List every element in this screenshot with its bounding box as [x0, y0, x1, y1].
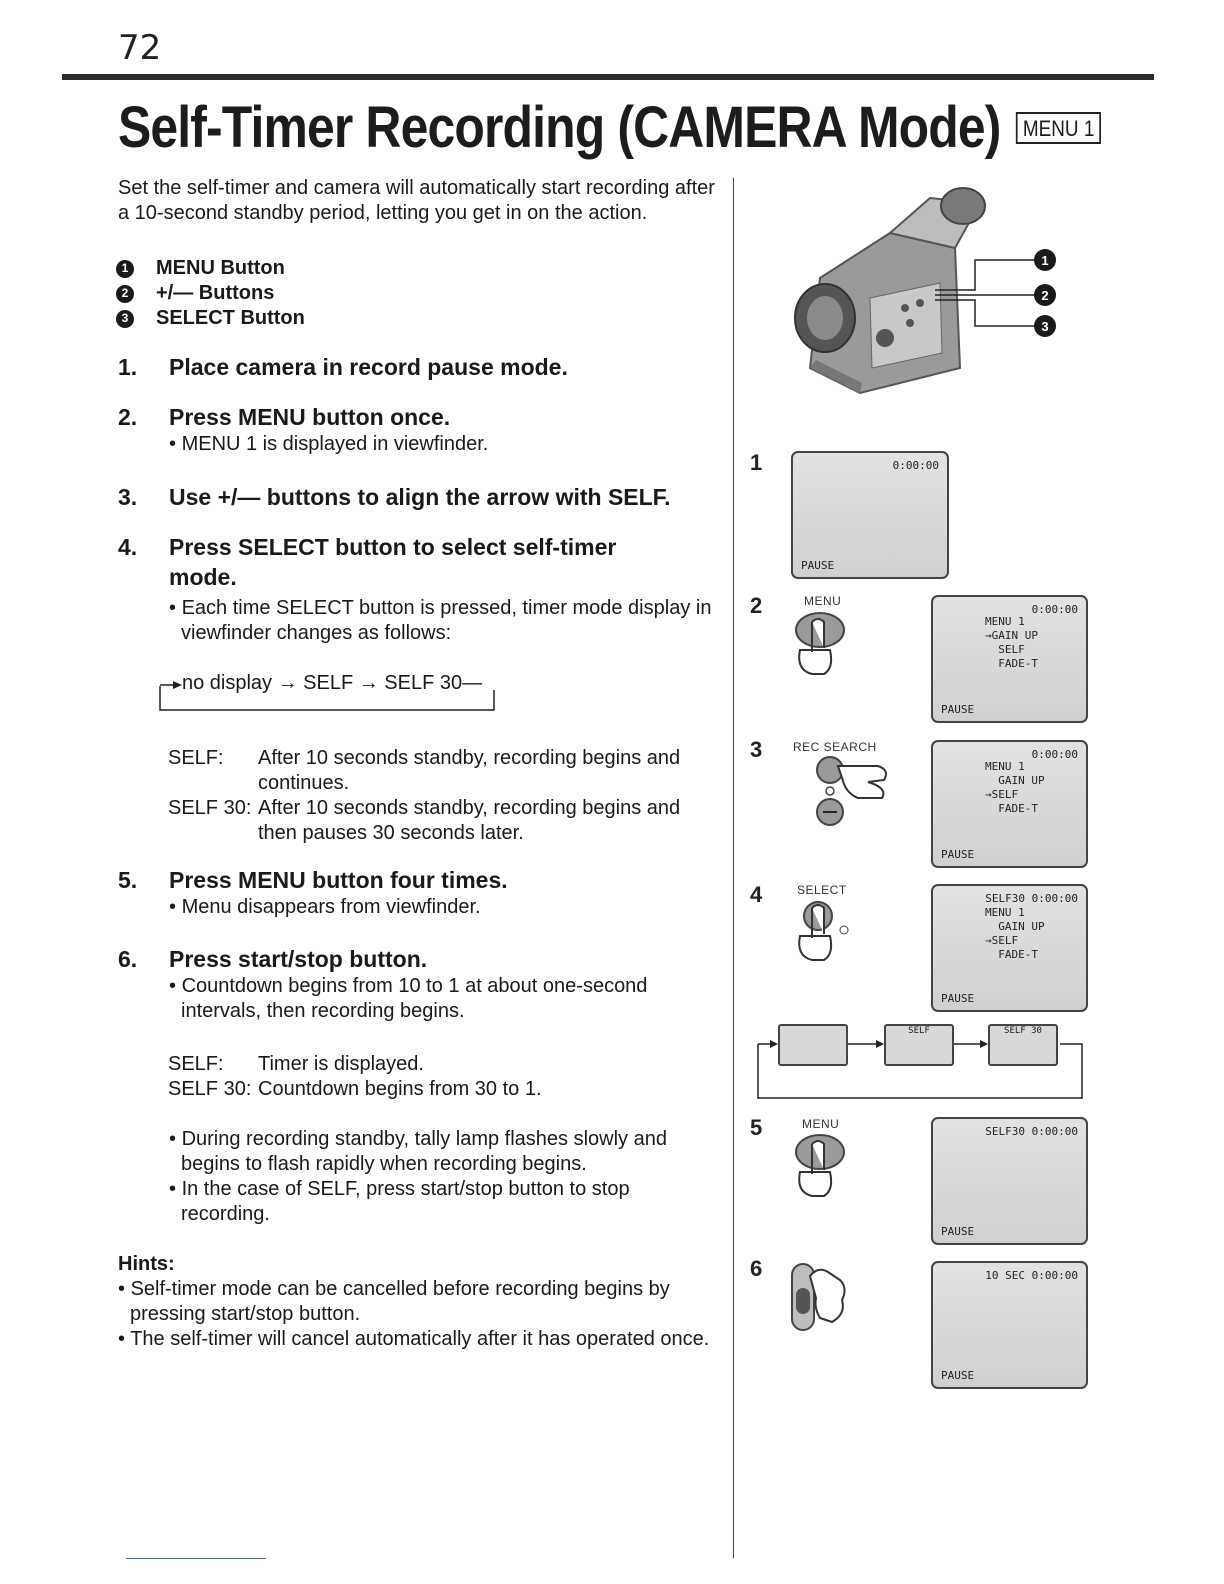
- extra-notes: [118, 1127, 718, 1227]
- step-4: [118, 532, 718, 646]
- intro-paragraph: Set the self-timer and camera will automatically start recording after a 10-second standby period, letting you get in on the action.: [118, 177, 715, 224]
- figure-number: 1: [750, 450, 763, 475]
- cycle-state-blank: [778, 1024, 848, 1066]
- number-1-icon: 1: [116, 260, 134, 278]
- number-2-icon: 2: [116, 285, 134, 303]
- legend-item: [116, 256, 305, 281]
- cycle-state-self30: [988, 1024, 1058, 1066]
- step-note: • Each time SELECT button is pressed, timer mode display in viewfinder changes as follows:: [169, 597, 712, 644]
- button-label: MENU: [804, 594, 842, 608]
- step-text: Use +/— buttons to align the arrow with SELF.: [169, 484, 671, 510]
- pause-indicator: PAUSE: [941, 703, 975, 716]
- title-text: Self-Timer Recording (CAMERA Mode): [118, 95, 1001, 160]
- step-number: 1.: [118, 354, 138, 380]
- definition-row: [168, 796, 718, 846]
- hint-item: • Self-timer mode can be cancelled before recording begins by pressing start/stop button.: [118, 1278, 670, 1325]
- hints-section: [118, 1252, 718, 1352]
- definition-row: [168, 1077, 718, 1102]
- button-label: MENU: [802, 1117, 840, 1131]
- menu-badge: MENU 1: [1016, 112, 1101, 144]
- step-text: Press start/stop button.: [169, 946, 428, 972]
- pause-indicator: PAUSE: [941, 848, 975, 861]
- step-note: • MENU 1 is displayed in viewfinder.: [169, 433, 489, 455]
- figure-number: 2: [750, 593, 763, 618]
- definition-term: SELF 30:: [168, 797, 252, 819]
- timecode: 0:00:00: [1031, 748, 1078, 761]
- timecode: SELF30 0:00:00: [985, 892, 1078, 905]
- page-number: 72: [118, 28, 162, 68]
- legend-label: SELECT Button: [156, 307, 305, 329]
- definition-row: [168, 746, 718, 796]
- finger-press-icon: [790, 1132, 850, 1200]
- step-number: 3.: [118, 484, 138, 510]
- step-note-text: Menu disappears from viewfinder.: [181, 896, 481, 918]
- figure-number: 3: [750, 737, 763, 762]
- figure-number: 6: [750, 1256, 763, 1281]
- viewfinder-screen-4: [931, 884, 1088, 1012]
- step-text: Press MENU button once.: [169, 404, 451, 430]
- menu-overlay: MENU 1 GAIN UP →SELF FADE-T: [985, 760, 1045, 815]
- definition-term: SELF:: [168, 747, 224, 769]
- cycle-state-self: [884, 1024, 954, 1066]
- column-divider: [733, 178, 734, 1558]
- definition-desc: After 10 seconds standby, recording begins and continues.: [258, 747, 681, 794]
- note-text: During recording standby, tally lamp flashes slowly and begins to flash rapidly when recording begins.: [181, 1128, 667, 1175]
- step-text: Press MENU button four times.: [169, 867, 508, 893]
- viewfinder-screen-5: [931, 1117, 1088, 1245]
- hint-item: • The self-timer will cancel automatically after it has operated once.: [118, 1328, 710, 1350]
- hint-text: The self-timer will cancel automatically after it has operated once.: [130, 1328, 710, 1350]
- step-2: [118, 402, 718, 457]
- hint-text: Self-timer mode can be cancelled before recording begins by pressing start/stop button.: [130, 1278, 670, 1325]
- mode-definitions-countdown: [168, 1052, 718, 1102]
- definition-desc: After 10 seconds standby, recording begins and then pauses 30 seconds later.: [258, 797, 681, 844]
- callout-3: 3: [1041, 319, 1049, 334]
- step-text: Press SELECT button to select self-timer mode.: [169, 534, 617, 590]
- definition-desc: Timer is displayed.: [258, 1053, 424, 1075]
- callout-1: 1: [1041, 253, 1049, 268]
- step-note-text: MENU 1 is displayed in viewfinder.: [181, 433, 489, 455]
- hints-title: Hints:: [118, 1253, 175, 1275]
- button-label: REC SEARCH: [793, 740, 877, 754]
- step-note-text: Countdown begins from 10 to 1 at about one-second intervals, then recording begins.: [181, 975, 648, 1022]
- camcorder-illustration: [780, 178, 1070, 400]
- timecode: 10 SEC 0:00:00: [985, 1269, 1078, 1282]
- mode-definitions: [168, 746, 718, 846]
- menu-overlay: MENU 1 GAIN UP →SELF FADE-T: [985, 906, 1045, 961]
- viewfinder-screen-2: [931, 595, 1088, 723]
- step-text: Place camera in record pause mode.: [169, 354, 568, 380]
- definition-term: SELF 30:: [168, 1078, 252, 1100]
- step-note: • Countdown begins from 10 to 1 at about one-second intervals, then recording begins.: [169, 975, 648, 1022]
- menu-overlay: MENU 1 →GAIN UP SELF FADE-T: [985, 615, 1038, 670]
- step-3: [118, 482, 718, 512]
- cycle-text: no display → SELF → SELF 30—: [182, 672, 483, 694]
- top-rule: [62, 74, 1154, 80]
- button-legend: [116, 256, 305, 331]
- definition-row: [168, 1052, 718, 1077]
- cycle-state-label: SELF 30: [1004, 1026, 1042, 1036]
- step-note-text: Each time SELECT button is pressed, timer mode display in viewfinder changes as follows:: [181, 597, 712, 644]
- timer-mode-cycle: [158, 672, 498, 714]
- note-text: In the case of SELF, press start/stop button to stop recording.: [181, 1178, 630, 1225]
- button-label: SELECT: [797, 883, 847, 897]
- figure-number: 4: [750, 882, 763, 907]
- step-note: • Menu disappears from viewfinder.: [169, 896, 481, 918]
- viewfinder-screen-1: [791, 451, 949, 579]
- legend-item: [116, 281, 305, 306]
- step-number: 6.: [118, 946, 138, 972]
- number-3-icon: 3: [116, 310, 134, 328]
- definition-desc: Countdown begins from 30 to 1.: [258, 1078, 542, 1100]
- callout-2: 2: [1041, 288, 1049, 303]
- timecode: 0:00:00: [892, 459, 939, 472]
- pause-indicator: PAUSE: [941, 1369, 975, 1382]
- step-6: [118, 944, 718, 1024]
- note-item: • During recording standby, tally lamp flashes slowly and begins to flash rapidly when recording begins.: [169, 1128, 667, 1175]
- finger-press-icon: [790, 610, 850, 678]
- step-5: [118, 865, 718, 920]
- page-title: [118, 94, 1101, 161]
- start-stop-button-icon: [784, 1258, 854, 1334]
- step-1: [118, 352, 718, 382]
- plus-minus-buttons-icon: [808, 754, 908, 828]
- viewfinder-screen-6: [931, 1261, 1088, 1389]
- step-number: 5.: [118, 867, 138, 893]
- figure-number: 5: [750, 1115, 763, 1140]
- legend-item: [116, 306, 305, 331]
- footer-rule: [126, 1558, 266, 1559]
- select-button-press-icon: [790, 898, 854, 964]
- legend-label: MENU Button: [156, 257, 285, 279]
- step-number: 2.: [118, 404, 138, 430]
- viewfinder-screen-3: [931, 740, 1088, 868]
- cycle-state-label: SELF: [908, 1026, 930, 1036]
- legend-label: +/— Buttons: [156, 282, 275, 304]
- pause-indicator: PAUSE: [941, 992, 975, 1005]
- note-item: • In the case of SELF, press start/stop button to stop recording.: [169, 1178, 630, 1225]
- step-number: 4.: [118, 534, 138, 560]
- definition-term: SELF:: [168, 1053, 224, 1075]
- pause-indicator: PAUSE: [941, 1225, 975, 1238]
- pause-indicator: PAUSE: [801, 559, 835, 572]
- timecode: 0:00:00: [1031, 603, 1078, 616]
- timecode: SELF30 0:00:00: [985, 1125, 1078, 1138]
